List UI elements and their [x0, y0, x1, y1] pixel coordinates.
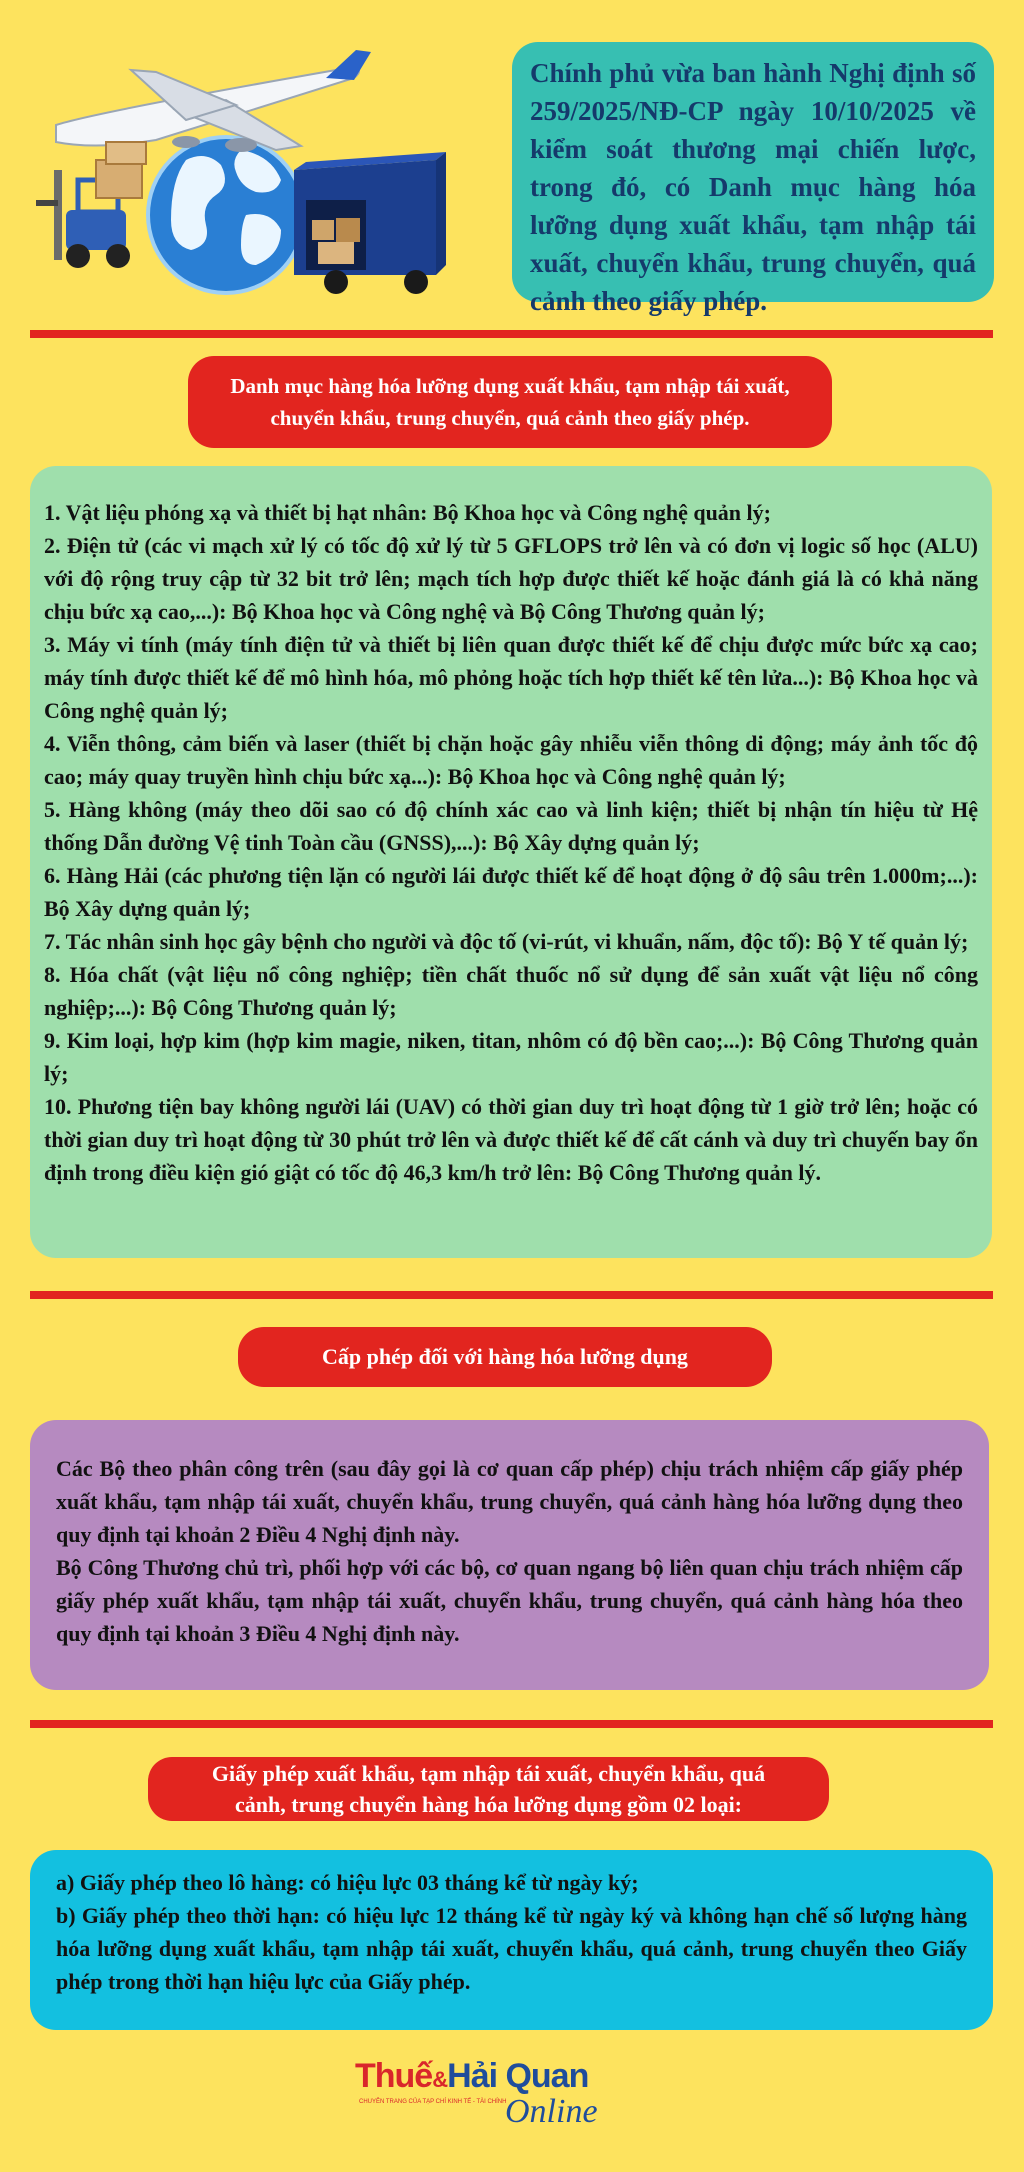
- section3-title: [148, 1757, 829, 1821]
- divider: [30, 1291, 993, 1299]
- list-item: 4. Viễn thông, cảm biến và laser (thiết bị chặn hoặc gây nhiễu viễn thông di động; máy ảnh tốc độ cao; máy quay truyền hình chịu bức xạ...): Bộ Khoa học và Công nghệ quản lý;: [44, 731, 978, 789]
- list-item: 1. Vật liệu phóng xạ và thiết bị hạt nhân: Bộ Khoa học và Công nghệ quản lý;: [44, 500, 771, 525]
- logo-online: Online: [505, 2093, 598, 2130]
- section1-title-line1: Danh mục hàng hóa lưỡng dụng xuất khẩu, tạm nhập tái xuất,: [230, 374, 790, 398]
- section1-title-line2: chuyển khẩu, trung chuyển, quá cảnh theo giấy phép.: [270, 406, 750, 430]
- section3-title-line1: Giấy phép xuất khẩu, tạm nhập tái xuất, chuyển khẩu, quá: [211, 1761, 766, 1786]
- truck-container-icon: [294, 152, 446, 294]
- logo-amp: &: [432, 2067, 448, 2092]
- list-item: 8. Hóa chất (vật liệu nổ công nghiệp; tiền chất thuốc nổ sử dụng để sản xuất vật liệu nổ công nghiệp;...): Bộ Công Thương quản lý;: [44, 962, 978, 1020]
- hero-illustration: [36, 50, 456, 300]
- list-item: 7. Tác nhân sinh học gây bệnh cho người và độc tố (vi-rút, vi khuẩn, nấm, độc tố): Bộ Y tế quản lý;: [44, 929, 969, 954]
- section1-title: [188, 356, 832, 448]
- section2-title: [238, 1327, 772, 1387]
- list-item: 5. Hàng không (máy theo dõi sao có độ chính xác cao và linh kiện; thiết bị nhận tín hiệu từ Hệ thống Dẫn đường Vệ tinh Toàn cầu (GNSS),...): Bộ Xây dựng quản lý;: [44, 797, 978, 855]
- list-item: 9. Kim loại, hợp kim (hợp kim magie, niken, titan, nhôm có độ bền cao;...): Bộ Công Thương quản lý;: [44, 1028, 978, 1086]
- section2-title-text: Cấp phép đối với hàng hóa lưỡng dụng: [322, 1344, 688, 1369]
- license-type-item: b) Giấy phép theo thời hạn: có hiệu lực 12 tháng kể từ ngày ký và không hạn chế số lượng hàng hóa lưỡng dụng xuất khẩu, tạm nhập tái xuất, chuyển khẩu, quá cảnh, trung chuyển theo Giấy phép trong thời hạn hiệu lực của Giấy phép.: [56, 1903, 967, 1994]
- list-item: 10. Phương tiện bay không người lái (UAV) có thời gian duy trì hoạt động từ 1 giờ trở lên; hoặc có thời gian duy trì hoạt động từ 30 phút trở lên và được thiết kế để cất cánh và duy trì chuyến bay ổn định trong điều kiện gió giật có tốc độ 46,3 km/h trở lên: Bộ Công Thương quản lý.: [44, 1094, 978, 1185]
- globe-icon: [148, 137, 304, 293]
- list-item: 6. Hàng Hải (các phương tiện lặn có người lái được thiết kế để hoạt động ở độ sâu trên 1.000m;...): Bộ Xây dựng quản lý;: [44, 863, 978, 921]
- logo-tagline: CHUYÊN TRANG CỦA TẠP CHÍ KINH TẾ - TÀI CHÍNH: [359, 2099, 507, 2105]
- license-type-item: a) Giấy phép theo lô hàng: có hiệu lực 03 tháng kể từ ngày ký;: [56, 1870, 639, 1895]
- divider: [30, 1720, 993, 1728]
- licensing-box: [30, 1420, 989, 1690]
- forklift-icon: [36, 142, 146, 268]
- licensing-paragraph: Các Bộ theo phân công trên (sau đây gọi là cơ quan cấp phép) chịu trách nhiệm cấp giấy phép xuất khẩu, tạm nhập tái xuất, chuyển khẩu, trung chuyển, quá cảnh hàng hóa lưỡng dụng theo quy định tại khoản 2 Điều 4 Nghị định này.: [56, 1456, 963, 1547]
- logo-haiquan: Hải Quan: [447, 2057, 589, 2095]
- logo-thue: Thuế: [355, 2057, 433, 2095]
- dual-use-goods-list: [30, 466, 992, 1258]
- intro-box: [512, 42, 994, 316]
- intro-text: Chính phủ vừa ban hành Nghị định số 259/2025/NĐ-CP ngày 10/10/2025 về kiểm soát thương mại chiến lược, trong đó, có Danh mục hàng hóa lưỡng dụng xuất khẩu, tạm nhập tái xuất, chuyển khẩu, trung chuyển, quá cảnh theo giấy phép.: [530, 58, 976, 316]
- divider: [30, 330, 993, 338]
- list-item: 2. Điện tử (các vi mạch xử lý có tốc độ xử lý từ 5 GFLOPS trở lên và có đơn vị logic số học (ALU) với độ rộng truy cập từ 32 bit trở lên; mạch tích hợp được thiết kế hoặc đánh giá là có khả năng chịu bức xạ cao,...): Bộ Khoa học và Công nghệ và Bộ Công Thương quản lý;: [44, 533, 978, 624]
- section3-title-line2: cảnh, trung chuyển hàng hóa lưỡng dụng gồm 02 loại:: [234, 1792, 743, 1817]
- license-types-box: [30, 1850, 993, 2030]
- list-item: 3. Máy vi tính (máy tính điện tử và thiết bị liên quan được thiết kế để chịu được mức bức xạ cao; máy tính được thiết kế để mô hình hóa, mô phỏng hoặc tích hợp thiết kế tên lửa...): Bộ Khoa học và Công nghệ quản lý;: [44, 632, 978, 723]
- licensing-paragraph: Bộ Công Thương chủ trì, phối hợp với các bộ, cơ quan ngang bộ liên quan chịu trách nhiệm cấp giấy phép xuất khẩu, tạm nhập tái xuất, chuyển khẩu, trung chuyển, quá cảnh hàng hóa theo quy định tại khoản 3 Điều 4 Nghị định này.: [56, 1555, 963, 1646]
- thue-hai-quan-logo: [355, 2055, 675, 2135]
